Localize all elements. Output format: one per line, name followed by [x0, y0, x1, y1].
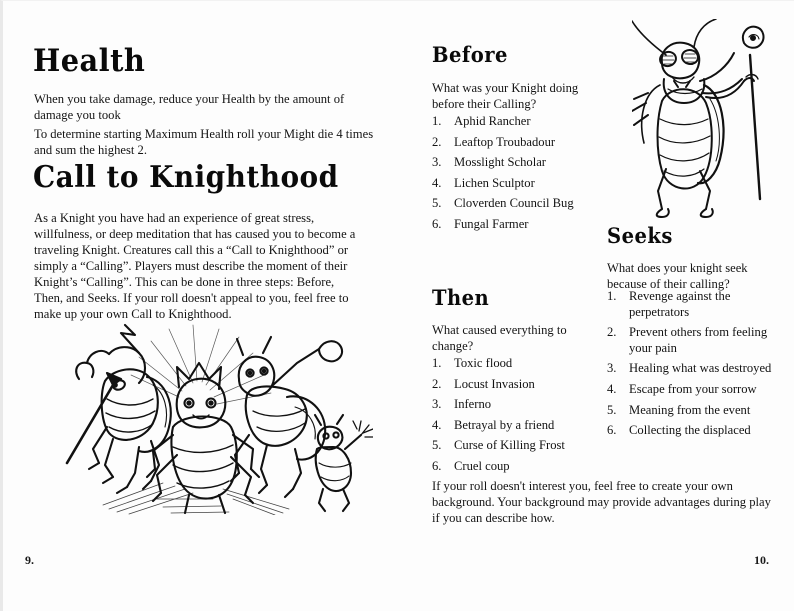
seeks-roll-table: [607, 289, 787, 444]
list-item-label: Cruel coup: [454, 459, 510, 474]
list-item: [607, 382, 787, 398]
list-item: [607, 325, 787, 356]
list-item-number: 4.: [432, 175, 442, 190]
list-item: [432, 356, 622, 372]
list-item-number: 6.: [607, 423, 617, 438]
then-roll-table: [432, 356, 622, 480]
list-item-label: Locust Invasion: [454, 376, 535, 391]
list-item: [432, 459, 622, 475]
call-to-knighthood-paragraph: As a Knight you have had an experience of great stress, willfulness, or deep meditation that has caused you to become a traveling Knight. Creatures call this a “Call to Knighthood” or simply a “Calling”. Players must describe the moment of their Knight’s “Calling”. This can be done in three steps: Before, Then, and Seeks. If your roll doesn't appeal to you, feel free to make up your own Call to Knighthood.: [34, 211, 356, 321]
then-question: What caused everything to change?: [432, 323, 567, 353]
list-item: [432, 377, 622, 393]
list-item-label: Escape from your sorrow: [629, 382, 757, 397]
list-item-number: 5.: [607, 402, 617, 417]
list-item: [607, 423, 787, 439]
list-item-label: Curse of Killing Frost: [454, 438, 565, 453]
list-item: [432, 418, 622, 434]
list-item: [607, 289, 787, 320]
list-item: [432, 397, 622, 413]
list-item-label: Toxic flood: [454, 356, 513, 370]
list-item-number: 2.: [607, 325, 617, 340]
list-item-number: 4.: [432, 417, 442, 432]
list-item-number: 4.: [607, 382, 617, 397]
list-item-label: Revenge against the perpetrators: [629, 289, 731, 319]
right-page: [400, 1, 794, 611]
list-item-label: Collecting the displaced: [629, 423, 751, 438]
call-to-knighthood-heading: Call to Knighthood: [33, 160, 339, 195]
seeks-question: What does your knight seek because of their calling?: [607, 261, 748, 291]
list-item-number: 1.: [432, 114, 442, 128]
health-paragraph-1: When you take damage, reduce your Health by the amount of damage you took: [34, 92, 345, 122]
list-item: [432, 135, 642, 151]
list-item-number: 6.: [432, 459, 442, 474]
list-item-label: Healing what was destroyed: [629, 361, 772, 376]
list-item-number: 1.: [607, 289, 617, 303]
list-item-label: Fungal Farmer: [454, 217, 529, 232]
page-number-left: 9.: [25, 553, 34, 567]
list-item: [432, 196, 642, 212]
health-heading: Health: [33, 43, 146, 79]
list-item-number: 3.: [607, 361, 617, 376]
list-item: [607, 361, 787, 377]
before-question: What was your Knight doing before their Calling?: [432, 81, 579, 111]
list-item-number: 2.: [432, 134, 442, 149]
page-number-right: 10.: [754, 553, 769, 567]
standing-insect-with-staff-illustration: [632, 19, 792, 219]
before-heading: Before: [432, 42, 508, 67]
left-page: [3, 1, 400, 611]
list-item-number: 2.: [432, 376, 442, 391]
list-item-number: 6.: [432, 217, 442, 232]
list-item-label: Aphid Rancher: [454, 114, 531, 128]
then-heading: Then: [432, 285, 490, 310]
list-item-label: Lichen Sculptor: [454, 175, 535, 190]
list-item-number: 3.: [432, 155, 442, 170]
list-item-label: Prevent others from feeling your pain: [629, 325, 768, 355]
before-roll-table: [432, 114, 642, 238]
list-item-label: Leaftop Troubadour: [454, 134, 556, 149]
health-paragraph-2: To determine starting Maximum Health roll your Might die 4 times and sum the highest 2.: [34, 127, 374, 157]
list-item-number: 5.: [432, 438, 442, 453]
list-item-number: 3.: [432, 397, 442, 412]
list-item: [432, 438, 622, 454]
list-item-label: Inferno: [454, 397, 492, 412]
list-item-label: Meaning from the event: [629, 402, 751, 417]
closing-paragraph: If your roll doesn't interest you, feel free to create your own background. Your background may provide advantages during play if you can describe how.: [432, 479, 771, 525]
list-item: [607, 403, 787, 419]
list-item: [432, 176, 642, 192]
list-item: [432, 114, 642, 130]
list-item-number: 5.: [432, 196, 442, 211]
list-item-label: Cloverden Council Bug: [454, 196, 574, 211]
three-insect-knights-illustration: [43, 323, 373, 515]
seeks-heading: Seeks: [607, 223, 673, 248]
list-item: [432, 155, 642, 171]
list-item-number: 1.: [432, 356, 442, 370]
list-item-label: Betrayal by a friend: [454, 417, 555, 432]
list-item-label: Mosslight Scholar: [454, 155, 547, 170]
